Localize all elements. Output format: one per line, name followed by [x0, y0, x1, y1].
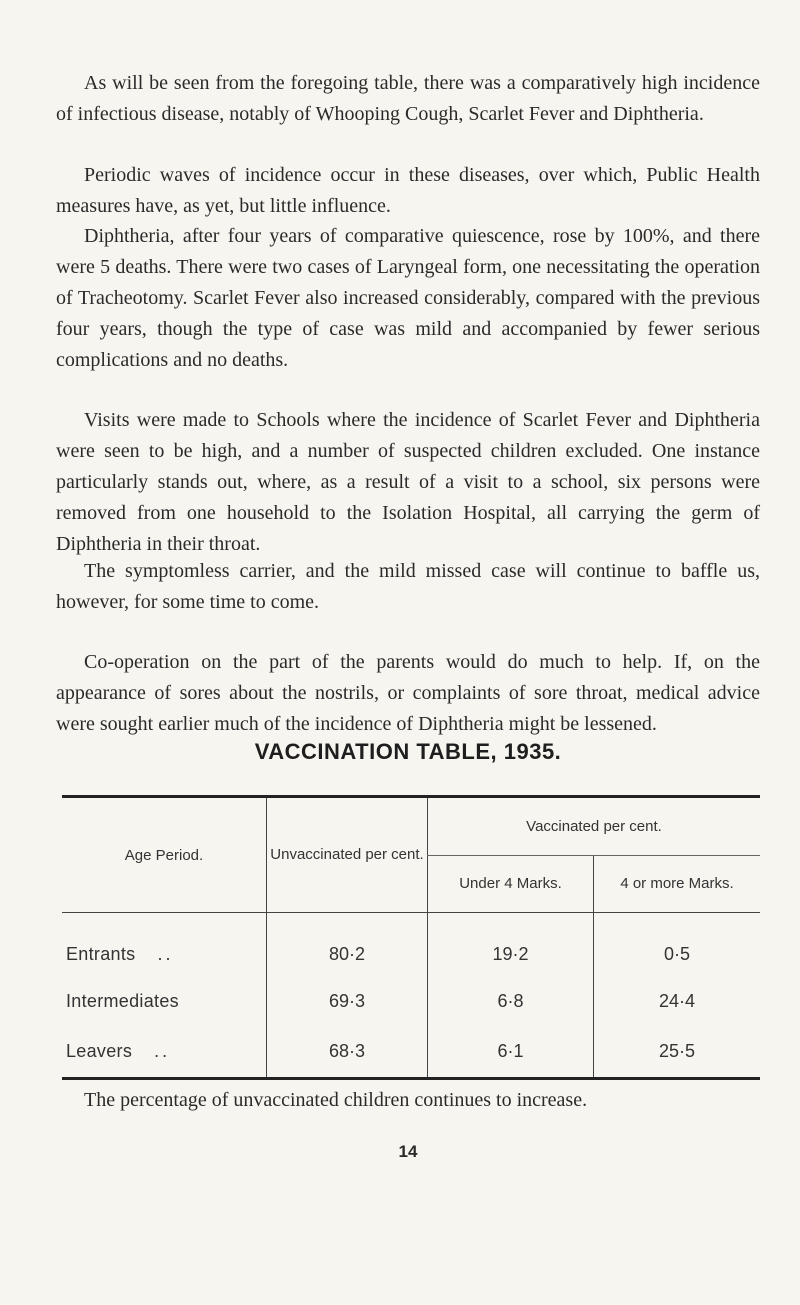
table-row: [62, 913, 760, 978]
cell-under-4: 6·8: [428, 977, 594, 1025]
paragraph-cooperation: Co-operation on the part of the parents would do much to help. If, on the appearance of sores about the nostrils, or complaints of sore throat, medical advice were sought earlier much of the incidence of Diphtheria might be lessened.: [56, 651, 760, 735]
age-label: Intermediates: [66, 990, 179, 1011]
header-under-4-marks: Under 4 Marks.: [428, 855, 594, 913]
cell-4-or-more: 25·5: [594, 1025, 761, 1079]
table-title: VACCINATION TABLE, 1935.: [254, 739, 562, 764]
header-vaccinated: Vaccinated per cent.: [428, 797, 761, 856]
leader-dots: ..: [157, 943, 174, 964]
leader-dots: ..: [154, 1040, 171, 1061]
paragraph-incidence: As will be seen from the foregoing table, there was a comparatively high incidence of infectious disease, notably of Whooping Cough, Scarlet Fever and Diphtheria.: [56, 72, 760, 125]
cell-age-period: [62, 1025, 267, 1079]
table-row: [62, 1025, 760, 1079]
table-row: [62, 977, 760, 1025]
paragraph-school-visits: Visits were made to Schools where the incidence of Scarlet Fever and Diphtheria were seen to be high, and a number of suspected children excluded. One instance particularly stands out, where, as a result of a visit to a school, six persons were removed from one household to the Isolation Hospital, all carrying the germ of Diphtheria in their throat.: [56, 409, 760, 555]
header-age-period: Age Period.: [62, 797, 267, 913]
cell-age-period: [62, 913, 267, 978]
cell-unvaccinated: 68·3: [267, 1025, 428, 1079]
paragraph-periodic-waves: Periodic waves of incidence occur in these diseases, over which, Public Health measures have, as yet, but little influence.: [56, 164, 760, 217]
age-label: Entrants: [66, 943, 136, 964]
closing-paragraph: The percentage of unvaccinated children continues to increase.: [84, 1089, 588, 1111]
cell-4-or-more: 24·4: [594, 977, 761, 1025]
age-label: Leavers: [66, 1040, 133, 1061]
header-4-or-more-marks: 4 or more Marks.: [594, 855, 761, 913]
cell-age-period: [62, 977, 267, 1025]
cell-under-4: 6·1: [428, 1025, 594, 1079]
cell-under-4: 19·2: [428, 913, 594, 978]
header-unvaccinated: Unvaccinated per cent.: [267, 797, 428, 913]
cell-unvaccinated: 69·3: [267, 977, 428, 1025]
cell-4-or-more: 0·5: [594, 913, 761, 978]
vaccination-table: [62, 795, 760, 1080]
cell-unvaccinated: 80·2: [267, 913, 428, 978]
paragraph-carrier: The symptomless carrier, and the mild missed case will continue to baffle us, however, for some time to come.: [56, 560, 760, 613]
page-number: 14: [398, 1142, 418, 1161]
paragraph-diphtheria: Diphtheria, after four years of comparative quiescence, rose by 100%, and there were 5 deaths. There were two cases of Laryngeal form, one necessitating the operation of Tracheotomy. Scarlet Fever also increased considerably, compared with the previous four years, though the type of case was mild and accompanied by fewer serious complications and no deaths.: [56, 225, 760, 371]
